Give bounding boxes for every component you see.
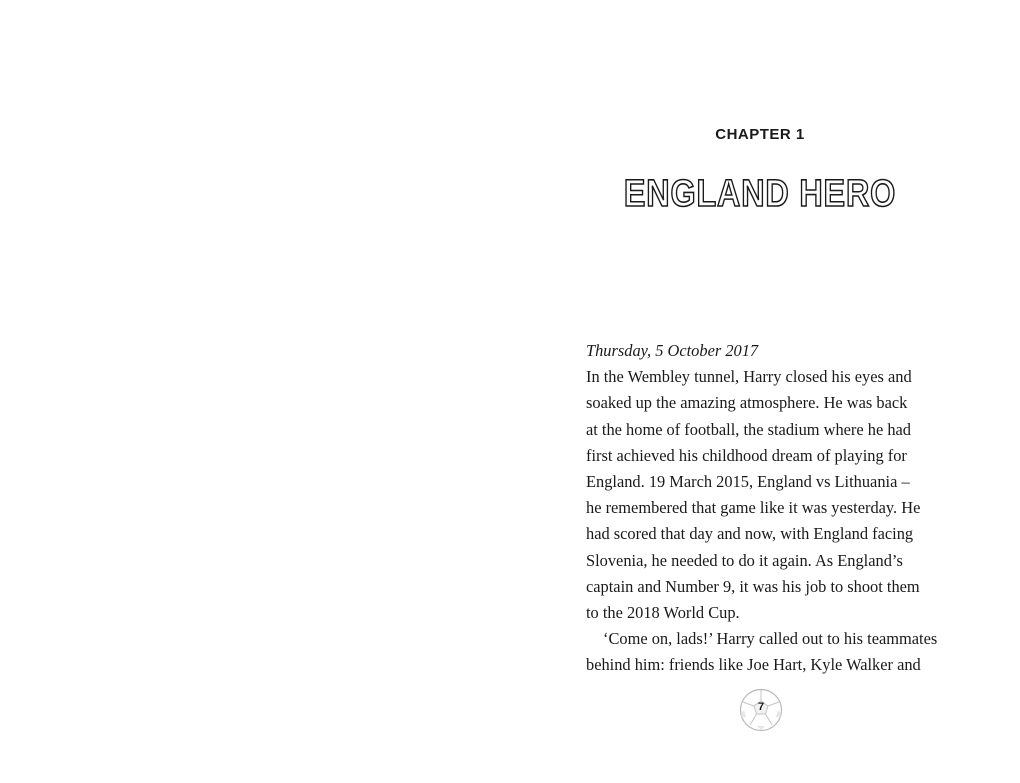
chapter-body-text [586, 338, 946, 679]
body-line: first achieved his childhood dream of playing for [586, 445, 907, 465]
page-folio [739, 688, 783, 732]
body-line: captain and Number 9, it was his job to shoot them [586, 576, 920, 596]
chapter-label: CHAPTER 1 [715, 126, 805, 143]
body-line: Slovenia, he needed to do it again. As England’s [586, 550, 903, 570]
body-line: to the 2018 World Cup. [586, 603, 740, 623]
page-number: 7 [757, 701, 765, 713]
body-line: soaked up the amazing atmosphere. He was back [586, 393, 908, 413]
body-line: had scored that day and now, with England facing [586, 524, 914, 544]
body-line: he remembered that game like it was yesterday. He [586, 498, 921, 518]
body-line: ‘Come on, lads!’ Harry called out to his teammates [603, 629, 938, 649]
chapter-title: ENGLAND HERO [623, 173, 897, 215]
date-line: Thursday, 5 October 2017 [586, 341, 759, 360]
body-line: England. 19 March 2015, England vs Lithuania – [586, 472, 910, 492]
body-line: at the home of football, the stadium where he had [586, 419, 911, 439]
body-line: behind him: friends like Joe Hart, Kyle Walker and [586, 655, 921, 675]
body-line: In the Wembley tunnel, Harry closed his eyes and [586, 367, 912, 387]
